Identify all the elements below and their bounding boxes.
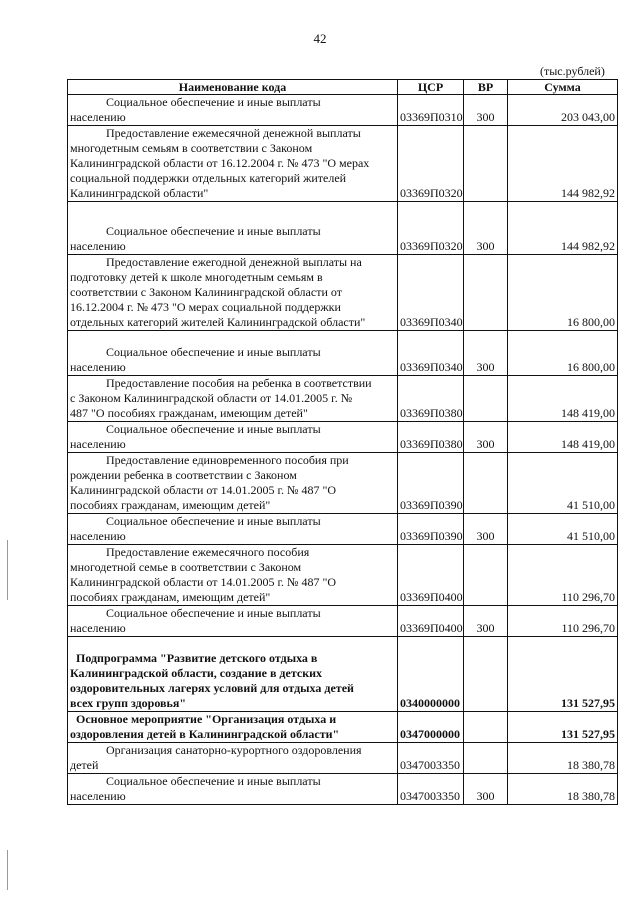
row-sum: 18 380,78 — [508, 743, 618, 774]
row-sum: 41 510,00 — [508, 514, 618, 545]
row-csr: 03369П0400 — [398, 545, 464, 606]
row-name — [68, 637, 398, 712]
row-sum: 203 043,00 — [508, 95, 618, 126]
row-name-line: Социальное обеспечение и иные выплаты — [106, 224, 321, 238]
header-vr: ВР — [464, 80, 508, 95]
row-vr — [464, 126, 508, 202]
row-name — [68, 545, 398, 606]
row-csr: 03369П0340 — [398, 255, 464, 331]
row-name-line: населению — [70, 110, 126, 124]
row-sum: 110 296,70 — [508, 606, 618, 637]
row-sum: 144 982,92 — [508, 126, 618, 202]
row-csr: 03369П0320 — [398, 202, 464, 255]
row-name-line: Подпрограмма "Развитие детского отдыха в — [76, 651, 318, 665]
row-name-line: Организация санаторно-курортного оздоровления — [106, 743, 362, 757]
row-name-line: с Законом Калининградской области от 14.01.2005 г. № — [70, 391, 353, 405]
budget-table — [67, 79, 618, 805]
row-vr — [464, 743, 508, 774]
row-sum: 148 419,00 — [508, 376, 618, 422]
row-vr: 300 — [464, 422, 508, 453]
table-row — [68, 545, 618, 606]
row-name-line: населению — [70, 529, 126, 543]
row-name-line: Предоставление ежегодной денежной выплаты на — [106, 255, 362, 269]
row-name — [68, 95, 398, 126]
row-vr — [464, 453, 508, 514]
row-name — [68, 774, 398, 805]
row-name — [68, 126, 398, 202]
row-name — [68, 453, 398, 514]
row-vr — [464, 545, 508, 606]
table-row — [68, 376, 618, 422]
table-row — [68, 95, 618, 126]
row-name-line: Предоставление пособия на ребенка в соответствии — [106, 376, 372, 390]
row-name-line: подготовку детей к школе многодетным семьям в — [70, 270, 323, 284]
row-name-line: рождении ребенка в соответствии с Законом — [70, 468, 297, 482]
row-name-line: Предоставление ежемесячного пособия — [106, 545, 310, 559]
row-vr: 300 — [464, 95, 508, 126]
row-name-line: отдельных категорий жителей Калининградской области" — [70, 315, 366, 329]
row-csr: 03369П0380 — [398, 376, 464, 422]
row-name-line: 16.12.2004 г. № 473 "О мерах социальной поддержки — [70, 300, 341, 314]
table-row — [68, 606, 618, 637]
row-csr: 03369П0340 — [398, 331, 464, 376]
row-csr: 03369П0400 — [398, 606, 464, 637]
row-vr — [464, 376, 508, 422]
row-name-line: всех групп здоровья" — [70, 696, 187, 710]
header-sum: Сумма — [508, 80, 618, 95]
row-name — [68, 202, 398, 255]
row-name — [68, 422, 398, 453]
row-vr: 300 — [464, 202, 508, 255]
header-csr: ЦСР — [398, 80, 464, 95]
row-sum: 131 527,95 — [508, 712, 618, 743]
table-row — [68, 126, 618, 202]
row-vr — [464, 637, 508, 712]
row-vr — [464, 712, 508, 743]
row-name-line: Социальное обеспечение и иные выплаты — [106, 422, 321, 436]
row-sum: 18 380,78 — [508, 774, 618, 805]
row-name-line: Калининградской области от 16.12.2004 г. № 473 "О мерах — [70, 156, 370, 170]
row-name-line: 487 "О пособиях гражданам, имеющим детей" — [70, 406, 308, 420]
row-name-line: многодетным семьям в соответствии с Законом — [70, 141, 313, 155]
row-name — [68, 743, 398, 774]
row-vr: 300 — [464, 774, 508, 805]
row-name-line: Предоставление ежемесячной денежной выплаты — [106, 126, 361, 140]
row-name-line: Предоставление единовременного пособия при — [106, 453, 349, 467]
row-vr: 300 — [464, 331, 508, 376]
row-name-line: населению — [70, 360, 126, 374]
table-header-row — [68, 80, 618, 95]
row-csr: 0347003350 — [398, 774, 464, 805]
row-sum: 110 296,70 — [508, 545, 618, 606]
row-name-line: Социальное обеспечение и иные выплаты — [106, 345, 321, 359]
row-name — [68, 376, 398, 422]
table-row — [68, 712, 618, 743]
page-number: 42 — [313, 31, 327, 46]
row-name — [68, 255, 398, 331]
row-sum: 16 800,00 — [508, 255, 618, 331]
row-sum: 131 527,95 — [508, 637, 618, 712]
row-name-line: Калининградской области от 14.01.2005 г. № 487 "О — [70, 575, 337, 589]
row-sum: 144 982,92 — [508, 202, 618, 255]
row-name-line: Социальное обеспечение и иные выплаты — [106, 774, 321, 788]
row-vr: 300 — [464, 514, 508, 545]
row-name-line: пособиях гражданам, имеющим детей" — [70, 590, 271, 604]
scan-edge-mark — [7, 540, 8, 600]
scan-edge-mark — [7, 850, 8, 890]
row-name-line: пособиях гражданам, имеющим детей" — [70, 498, 271, 512]
row-csr: 0347000000 — [398, 712, 464, 743]
table-row — [68, 202, 618, 255]
row-vr — [464, 255, 508, 331]
row-csr: 03369П0320 — [398, 126, 464, 202]
row-sum: 148 419,00 — [508, 422, 618, 453]
row-name-line: социальной поддержки отдельных категорий жителей — [70, 171, 347, 185]
table-row — [68, 514, 618, 545]
row-name-line: Калининградской области от 14.01.2005 г. № 487 "О — [70, 483, 337, 497]
row-csr: 03369П0390 — [398, 514, 464, 545]
row-vr: 300 — [464, 606, 508, 637]
row-csr: 0347003350 — [398, 743, 464, 774]
row-name-line: Основное мероприятие "Организация отдыха и — [76, 712, 337, 726]
units-label: (тыс.рублей) — [540, 64, 605, 78]
table-row — [68, 774, 618, 805]
header-name: Наименование кода — [68, 80, 398, 95]
row-name-line: населению — [70, 437, 126, 451]
row-name-line: Калининградской области, создание в детских — [70, 666, 323, 680]
row-sum: 41 510,00 — [508, 453, 618, 514]
table-row — [68, 422, 618, 453]
row-csr: 03369П0380 — [398, 422, 464, 453]
table-row — [68, 743, 618, 774]
row-name-line: Социальное обеспечение и иные выплаты — [106, 514, 321, 528]
row-name-line: Калининградской области" — [70, 186, 209, 200]
row-csr: 0340000000 — [398, 637, 464, 712]
row-name-line: Социальное обеспечение и иные выплаты — [106, 95, 321, 109]
table-body — [68, 95, 618, 805]
row-name-line: Социальное обеспечение и иные выплаты — [106, 606, 321, 620]
row-name-line: многодетной семье в соответствии с Законом — [70, 560, 302, 574]
row-name-line: оздоровительных лагерях условий для отдыха детей — [70, 681, 354, 695]
table-row — [68, 255, 618, 331]
row-sum: 16 800,00 — [508, 331, 618, 376]
row-name-line: оздоровления детей в Калининградской области" — [70, 727, 340, 741]
table-row — [68, 331, 618, 376]
row-name — [68, 514, 398, 545]
table-row — [68, 637, 618, 712]
row-name — [68, 331, 398, 376]
row-csr: 03369П0310 — [398, 95, 464, 126]
row-name-line: населению — [70, 239, 126, 253]
row-name-line: детей — [70, 758, 99, 772]
row-csr: 03369П0390 — [398, 453, 464, 514]
row-name-line: соответствии с Законом Калининградской области от — [70, 285, 342, 299]
row-name-line: населению — [70, 621, 126, 635]
row-name-line: населению — [70, 789, 126, 803]
table-row — [68, 453, 618, 514]
row-name — [68, 606, 398, 637]
row-name — [68, 712, 398, 743]
